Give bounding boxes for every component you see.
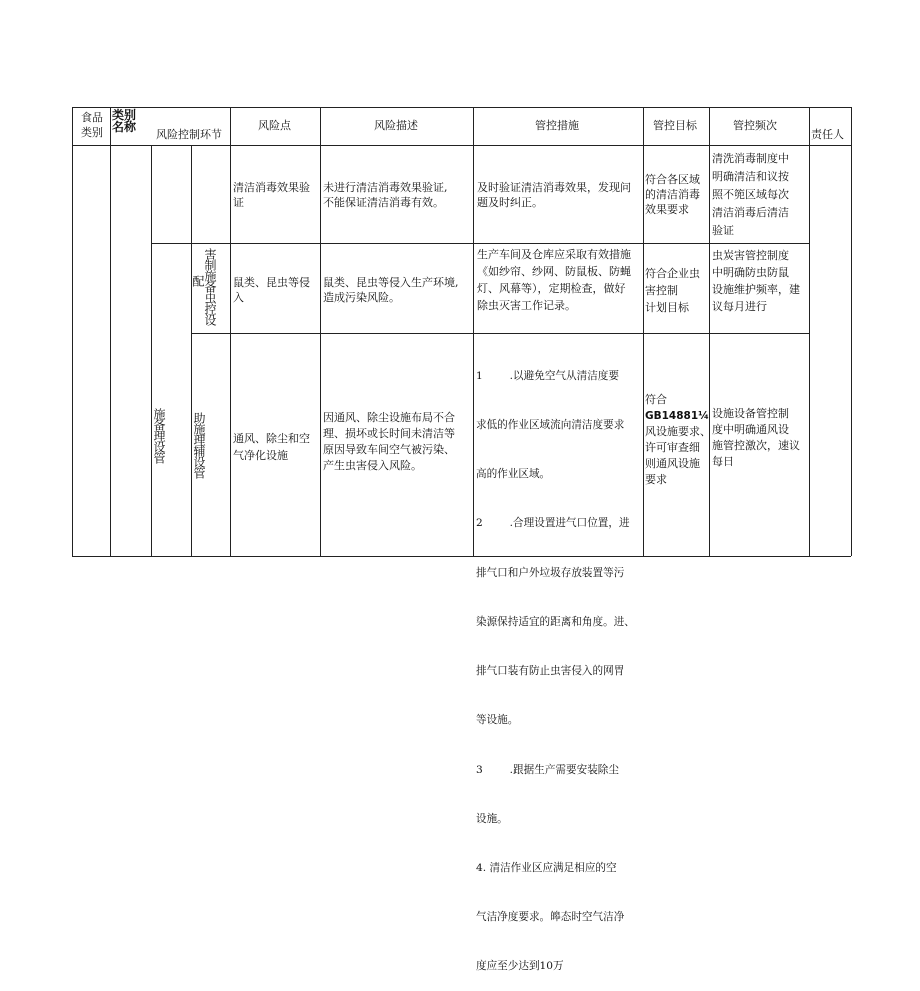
row2-control-measures: 生产车间及仓库应采取有效措施 《如纱帘、纱网、防鼠板、防蝇 灯、风幕等），定期检查，做好 除虫灭害工作记录。 <box>477 248 631 312</box>
row1-bottom-border <box>151 243 809 244</box>
row1-risk-point: 清洁消毒效果验 证 <box>233 181 310 209</box>
col-line-10 <box>851 107 852 556</box>
row2-risk-point: 鼠类、昆虫等侵 入 <box>233 276 310 304</box>
table-top-border <box>72 107 851 108</box>
group-label-facility-management: 施备理设管 <box>152 408 166 463</box>
row3-risk-point: 通风、除尘和空 气净化设施 <box>233 432 310 462</box>
col-line-4 <box>230 107 231 556</box>
row3-control-target: 符合 GB14881¼ 风设施要求、 许可审查细 则通风设施 要求 <box>645 393 711 486</box>
row1-control-target: 符合各区域 的清洁消毒 效果要求 <box>645 173 700 216</box>
row1-control-measures: 及时验证清洁消毒效果，发现问 题及时纠正。 <box>477 181 631 209</box>
col-line-5 <box>320 107 321 556</box>
header-control-frequency: 管控频次 <box>733 119 777 132</box>
row1-control-frequency: 清洗消毒制度中 明确清洁和议按 照不篼区域每次 清洁消毒后清洁 验证 <box>712 152 789 237</box>
row3-risk-description: 因通风、除尘设施布局不合 理、损坏或长时间未清洁等 原因导致车间空气被污染、 产生虫害侵入风险。 <box>323 411 455 472</box>
header-responsible-person: 责任人 <box>811 128 844 141</box>
sub-label-ventilation: 助施理辅设管 <box>192 412 206 478</box>
row2-control-target: 符合企业虫 害控制 计划目标 <box>645 267 700 314</box>
col-line-8 <box>709 107 710 556</box>
header-bottom-border <box>72 145 851 146</box>
table-bottom-border <box>72 556 851 557</box>
col-line-2 <box>151 145 152 556</box>
col-line-7 <box>643 107 644 556</box>
row1-risk-description: 未进行清洁消毒效果验证, 不能保证清洁消毒有效。 <box>323 181 448 209</box>
row2-risk-description: 鼠类、昆虫等侵入生产环境, 造成污染风险。 <box>323 276 459 304</box>
sub-label-pest-side: 配 <box>191 275 205 286</box>
sub-label-pest-col-a: 害制施备虫控设 <box>203 248 217 325</box>
header-control-target: 管控目标 <box>653 119 697 132</box>
col-line-6 <box>473 107 474 556</box>
header-control-measures: 管控措施 <box>535 119 579 132</box>
row2-control-frequency: 虫炭害管控制度 中明确防虫防鼠 设施维护频率，建 议每月进行 <box>712 249 800 313</box>
col-line-9 <box>809 107 810 556</box>
row2-bottom-border <box>191 333 809 334</box>
row3-control-measures: 1 .以避免空气从清洁度要 求低的作业区域流向清洁度要求 高的作业区域。 2 .合理设置进气口位置，进 排气口和户外垃圾存放装置等污 染源保持适宜的距离和角度。进、 排气口装有防止虫害侵入的网胃 等设施。 3 .跟据生产需要安装除尘 设施。 4. 清洁作业区应满足相应的空 气洁净度要求。皞态时空气洁净 度应至少达到10万 <box>476 369 635 973</box>
header-risk-description: 风险描述 <box>374 119 418 132</box>
header-food-category: 食品 类别 <box>81 111 103 139</box>
col-line-3 <box>191 145 192 556</box>
col-line-1 <box>110 107 111 556</box>
header-risk-point: 风险点 <box>258 119 291 132</box>
header-category-name: 类别 名称 <box>112 108 137 134</box>
sub-label-pest-control <box>193 248 229 332</box>
row3-control-frequency: 设施设备管控制 度中明确通风设 施管控激次，速议 每日 <box>712 407 800 468</box>
header-risk-control-step: 风险控制环节 <box>156 128 222 141</box>
col-line-0 <box>72 107 73 556</box>
